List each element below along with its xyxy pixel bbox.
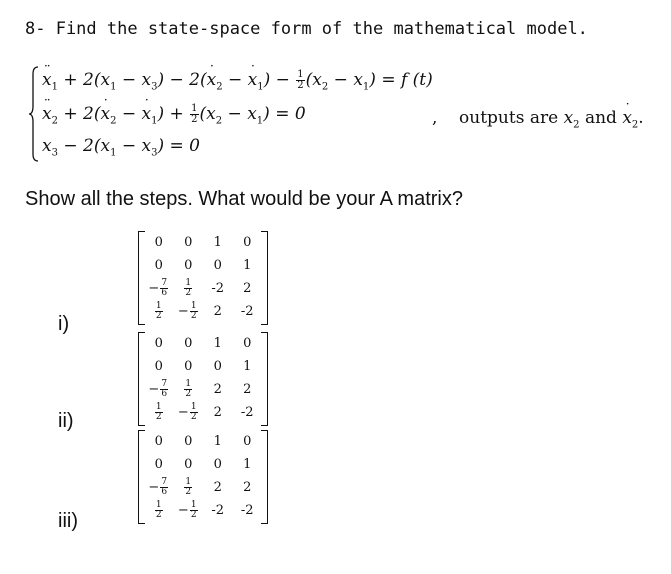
- matrix-cell: $\frac{1}{2}$: [185, 477, 192, 497]
- matrix-cell: − $\frac{7}{6}$: [148, 278, 168, 298]
- matrix-cell: 0: [243, 235, 252, 250]
- matrix-row: [144, 231, 262, 254]
- matrix-cell: 1: [243, 457, 252, 472]
- matrix-cell: 0: [184, 457, 193, 472]
- matrix-cell: 2: [213, 405, 222, 420]
- matrix-cell: − $\frac{1}{2}$: [177, 301, 197, 321]
- matrix-cell: 0: [243, 434, 252, 449]
- matrix-cell: $\frac{1}{2}$: [155, 301, 162, 321]
- matrix-row: [144, 355, 262, 378]
- matrix-cell: $\frac{1}{2}$: [185, 278, 192, 298]
- equation-1: ·· $x_1 + 2(x_1 - x_3) - 2(\cdot x_2$ − · $x_1$) − $\frac{1}{2}$ $(x_2 - x_1) = f$ (t): [42, 70, 433, 92]
- matrix-cell: $\frac{1}{2}$: [185, 379, 192, 399]
- equation-3: $x_3 - 2(x_1 - x_3) = 0$: [42, 136, 200, 159]
- matrix-cell: -2: [240, 503, 254, 518]
- half-fraction: $\frac{1}{2}$: [191, 103, 198, 125]
- matrix-row: [144, 401, 262, 424]
- matrix-cell: 0: [154, 457, 163, 472]
- matrix-cell: 0: [184, 258, 193, 273]
- matrix-cell: − $\frac{1}{2}$: [177, 402, 197, 422]
- right-bracket: [261, 332, 268, 426]
- matrix-cell: 2: [213, 382, 222, 397]
- outputs-note: , outputs are $x_2$ and · $x_2$.: [432, 108, 644, 130]
- matrix-cell: 0: [213, 359, 222, 374]
- prompt-text: Show all the steps. What would be your A matrix?: [25, 188, 463, 210]
- matrix-row: [144, 453, 262, 476]
- x1-dot: · x: [248, 70, 258, 90]
- x2-ddot: ·· x: [42, 104, 52, 124]
- option-iii-matrix[interactable]: [138, 430, 268, 522]
- matrix-cell: 1: [213, 336, 222, 351]
- option-ii-label[interactable]: ii): [58, 410, 74, 432]
- matrix-row: [144, 254, 262, 277]
- matrix-row: [144, 277, 262, 300]
- matrix-row: [144, 476, 262, 499]
- matrix-cell: -2: [240, 405, 254, 420]
- matrix-cell: 0: [184, 336, 193, 351]
- x2-dot: · x: [207, 70, 217, 90]
- matrix-cell: 2: [213, 480, 222, 495]
- x1-ddot: ·· x: [42, 70, 52, 90]
- matrix-cell: − $\frac{1}{2}$: [177, 500, 197, 520]
- matrix-cell: 0: [184, 235, 193, 250]
- right-bracket: [261, 430, 268, 524]
- equation-system: [28, 66, 433, 166]
- option-iii-label[interactable]: iii): [58, 510, 78, 532]
- matrix-cell: 0: [243, 336, 252, 351]
- matrix-cell: 0: [213, 258, 222, 273]
- left-brace: [28, 66, 40, 162]
- matrix-cell: 0: [154, 235, 163, 250]
- question-title: 8- Find the state-space form of the mathematical model.: [25, 19, 588, 39]
- right-bracket: [261, 231, 268, 325]
- matrix-row: [144, 430, 262, 453]
- equation-2: ·· $x_2 + 2(\cdot x_2$ − · $x_1$) + $\frac{1}{2}$ $(x_2 - x_1) = 0$: [42, 104, 306, 126]
- matrix-row: [144, 300, 262, 323]
- matrix-cell: 2: [243, 281, 252, 296]
- option-ii-matrix[interactable]: [138, 332, 268, 424]
- matrix-cell: 0: [184, 359, 193, 374]
- half-fraction: $\frac{1}{2}$: [297, 69, 304, 91]
- option-i-label[interactable]: i): [58, 313, 70, 335]
- matrix-row: [144, 378, 262, 401]
- matrix-cell: 0: [154, 258, 163, 273]
- matrix-cell: -2: [240, 304, 254, 319]
- matrix-cell: − $\frac{7}{6}$: [148, 477, 168, 497]
- matrix-cell: 0: [184, 434, 193, 449]
- matrix-cell: $\frac{1}{2}$: [155, 500, 162, 520]
- matrix-cell: 0: [154, 359, 163, 374]
- matrix-row: [144, 332, 262, 355]
- matrix-cell: 1: [213, 235, 222, 250]
- matrix-cell: 1: [213, 434, 222, 449]
- matrix-cell: -2: [211, 503, 225, 518]
- option-i-matrix[interactable]: [138, 231, 268, 323]
- matrix-cell: -2: [211, 281, 225, 296]
- matrix-cell: 2: [213, 304, 222, 319]
- matrix-cell: 2: [243, 480, 252, 495]
- matrix-cell: − $\frac{7}{6}$: [148, 379, 168, 399]
- matrix-cell: 0: [213, 457, 222, 472]
- matrix-cell: 1: [243, 359, 252, 374]
- matrix-cell: $\frac{1}{2}$: [155, 402, 162, 422]
- matrix-row: [144, 499, 262, 522]
- matrix-cell: 0: [154, 434, 163, 449]
- matrix-cell: 0: [154, 336, 163, 351]
- matrix-cell: 2: [243, 382, 252, 397]
- matrix-cell: 1: [243, 258, 252, 273]
